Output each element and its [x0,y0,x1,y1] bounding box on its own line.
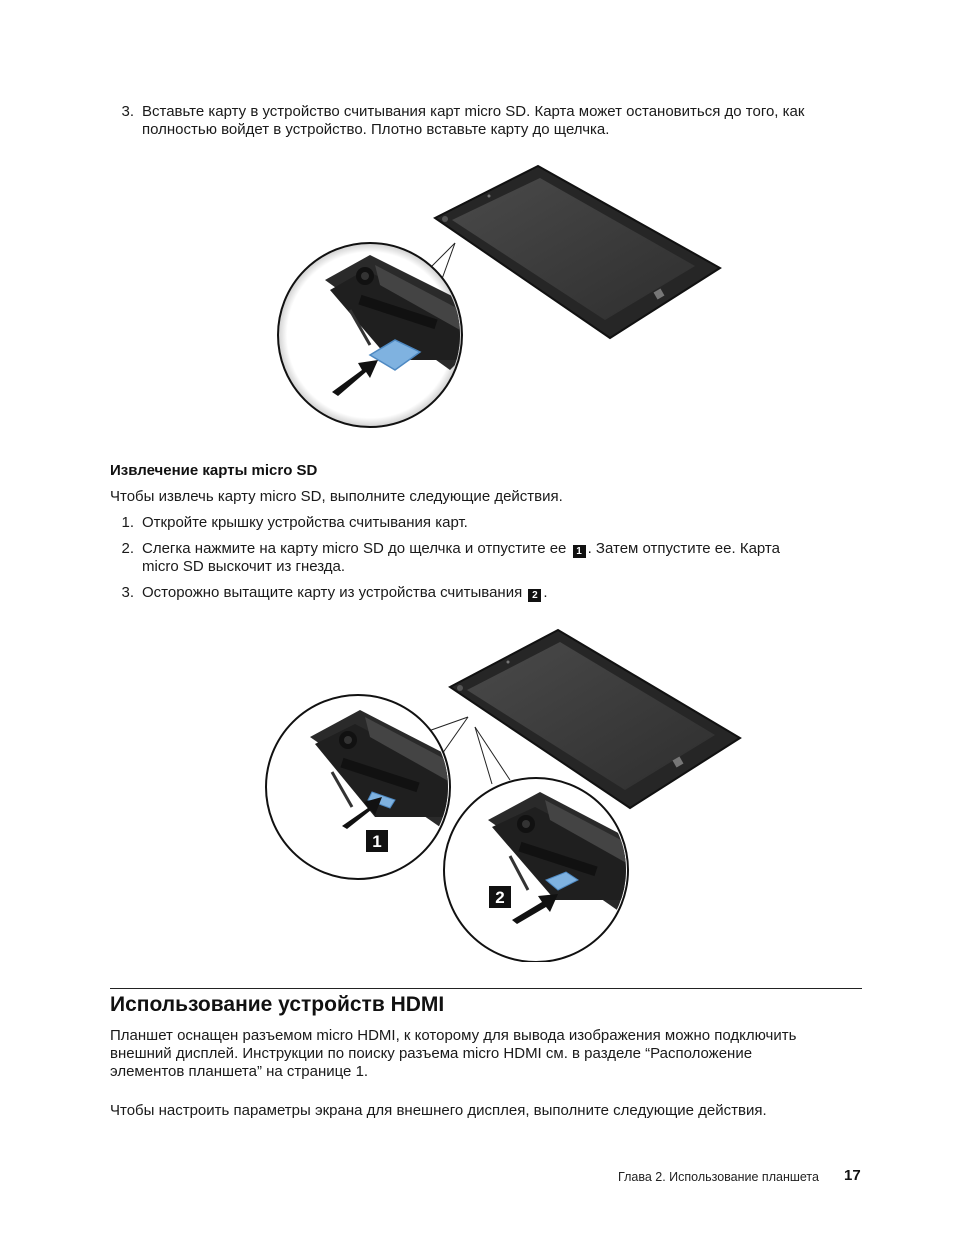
figure-insert-microsd [270,160,730,450]
leader-line [475,727,492,784]
step-number: 3. [121,584,134,601]
figure-callout-1: 1 [372,832,382,851]
removal-intro: Чтобы извлечь карту micro SD, выполните следующие действия. [110,488,563,505]
step-number: 1. [121,514,134,531]
removal-step-2 [110,540,870,576]
zoom-circle-remove [444,778,670,962]
hdmi-paragraph-2: Чтобы настроить параметры экрана для внешнего дисплея, выполните следующие действия. [110,1102,767,1119]
step-text-line1 [142,584,870,602]
figure-remove-microsd [260,622,750,962]
tablet-illustration [450,630,740,808]
step-number: 2. [121,540,134,557]
section-heading-removal: Извлечение карты micro SD [110,462,318,479]
step-text-before: Слегка нажмите на карту micro SD до щелчка и отпустите ее [142,540,567,557]
page-number: 17 [844,1167,861,1184]
step-text: Откройте крышку устройства считывания карт. [142,514,468,531]
step3-insert [110,103,870,139]
step-text-before: Осторожно вытащите карту из устройства считывания [142,584,523,601]
footer-chapter: Глава 2. Использование планшета [618,1170,819,1184]
figure-callout-2: 2 [495,888,505,907]
section-divider [110,988,862,989]
step-number: 3. [121,103,134,120]
callout-badge-2: 2 [528,589,541,602]
removal-step-3 [110,584,870,602]
step-text-after: . Затем отпустите ее. Карта [587,540,780,557]
step3-text-line1: Вставьте карту в устройство считывания карт micro SD. Карта может остановиться до того, как [142,103,805,120]
hdmi-paragraph-1 [110,1027,870,1081]
hdmi-para1-line2: внешний дисплей. Инструкции по поиску разъема micro HDMI см. в разделе “Расположение [110,1045,753,1062]
step-text-line2: micro SD выскочит из гнезда. [142,558,346,575]
step3-text-line2: полностью войдет в устройство. Плотно вставьте карту до щелчка. [142,121,610,138]
step-text-line1 [142,540,870,558]
leader-line [475,727,510,780]
removal-step-1 [110,514,870,532]
step-text-after: . [543,584,548,601]
tablet-illustration [435,166,720,338]
section-title-hdmi: Использование устройств HDMI [110,993,445,1016]
zoom-circle [278,243,500,427]
hdmi-para1-line1: Планшет оснащен разъемом micro HDMI, к которому для вывода изображения можно подключить [110,1027,797,1044]
hdmi-para1-line3: элементов планшета” на странице 1. [110,1063,369,1080]
callout-badge-1: 1 [573,545,586,558]
